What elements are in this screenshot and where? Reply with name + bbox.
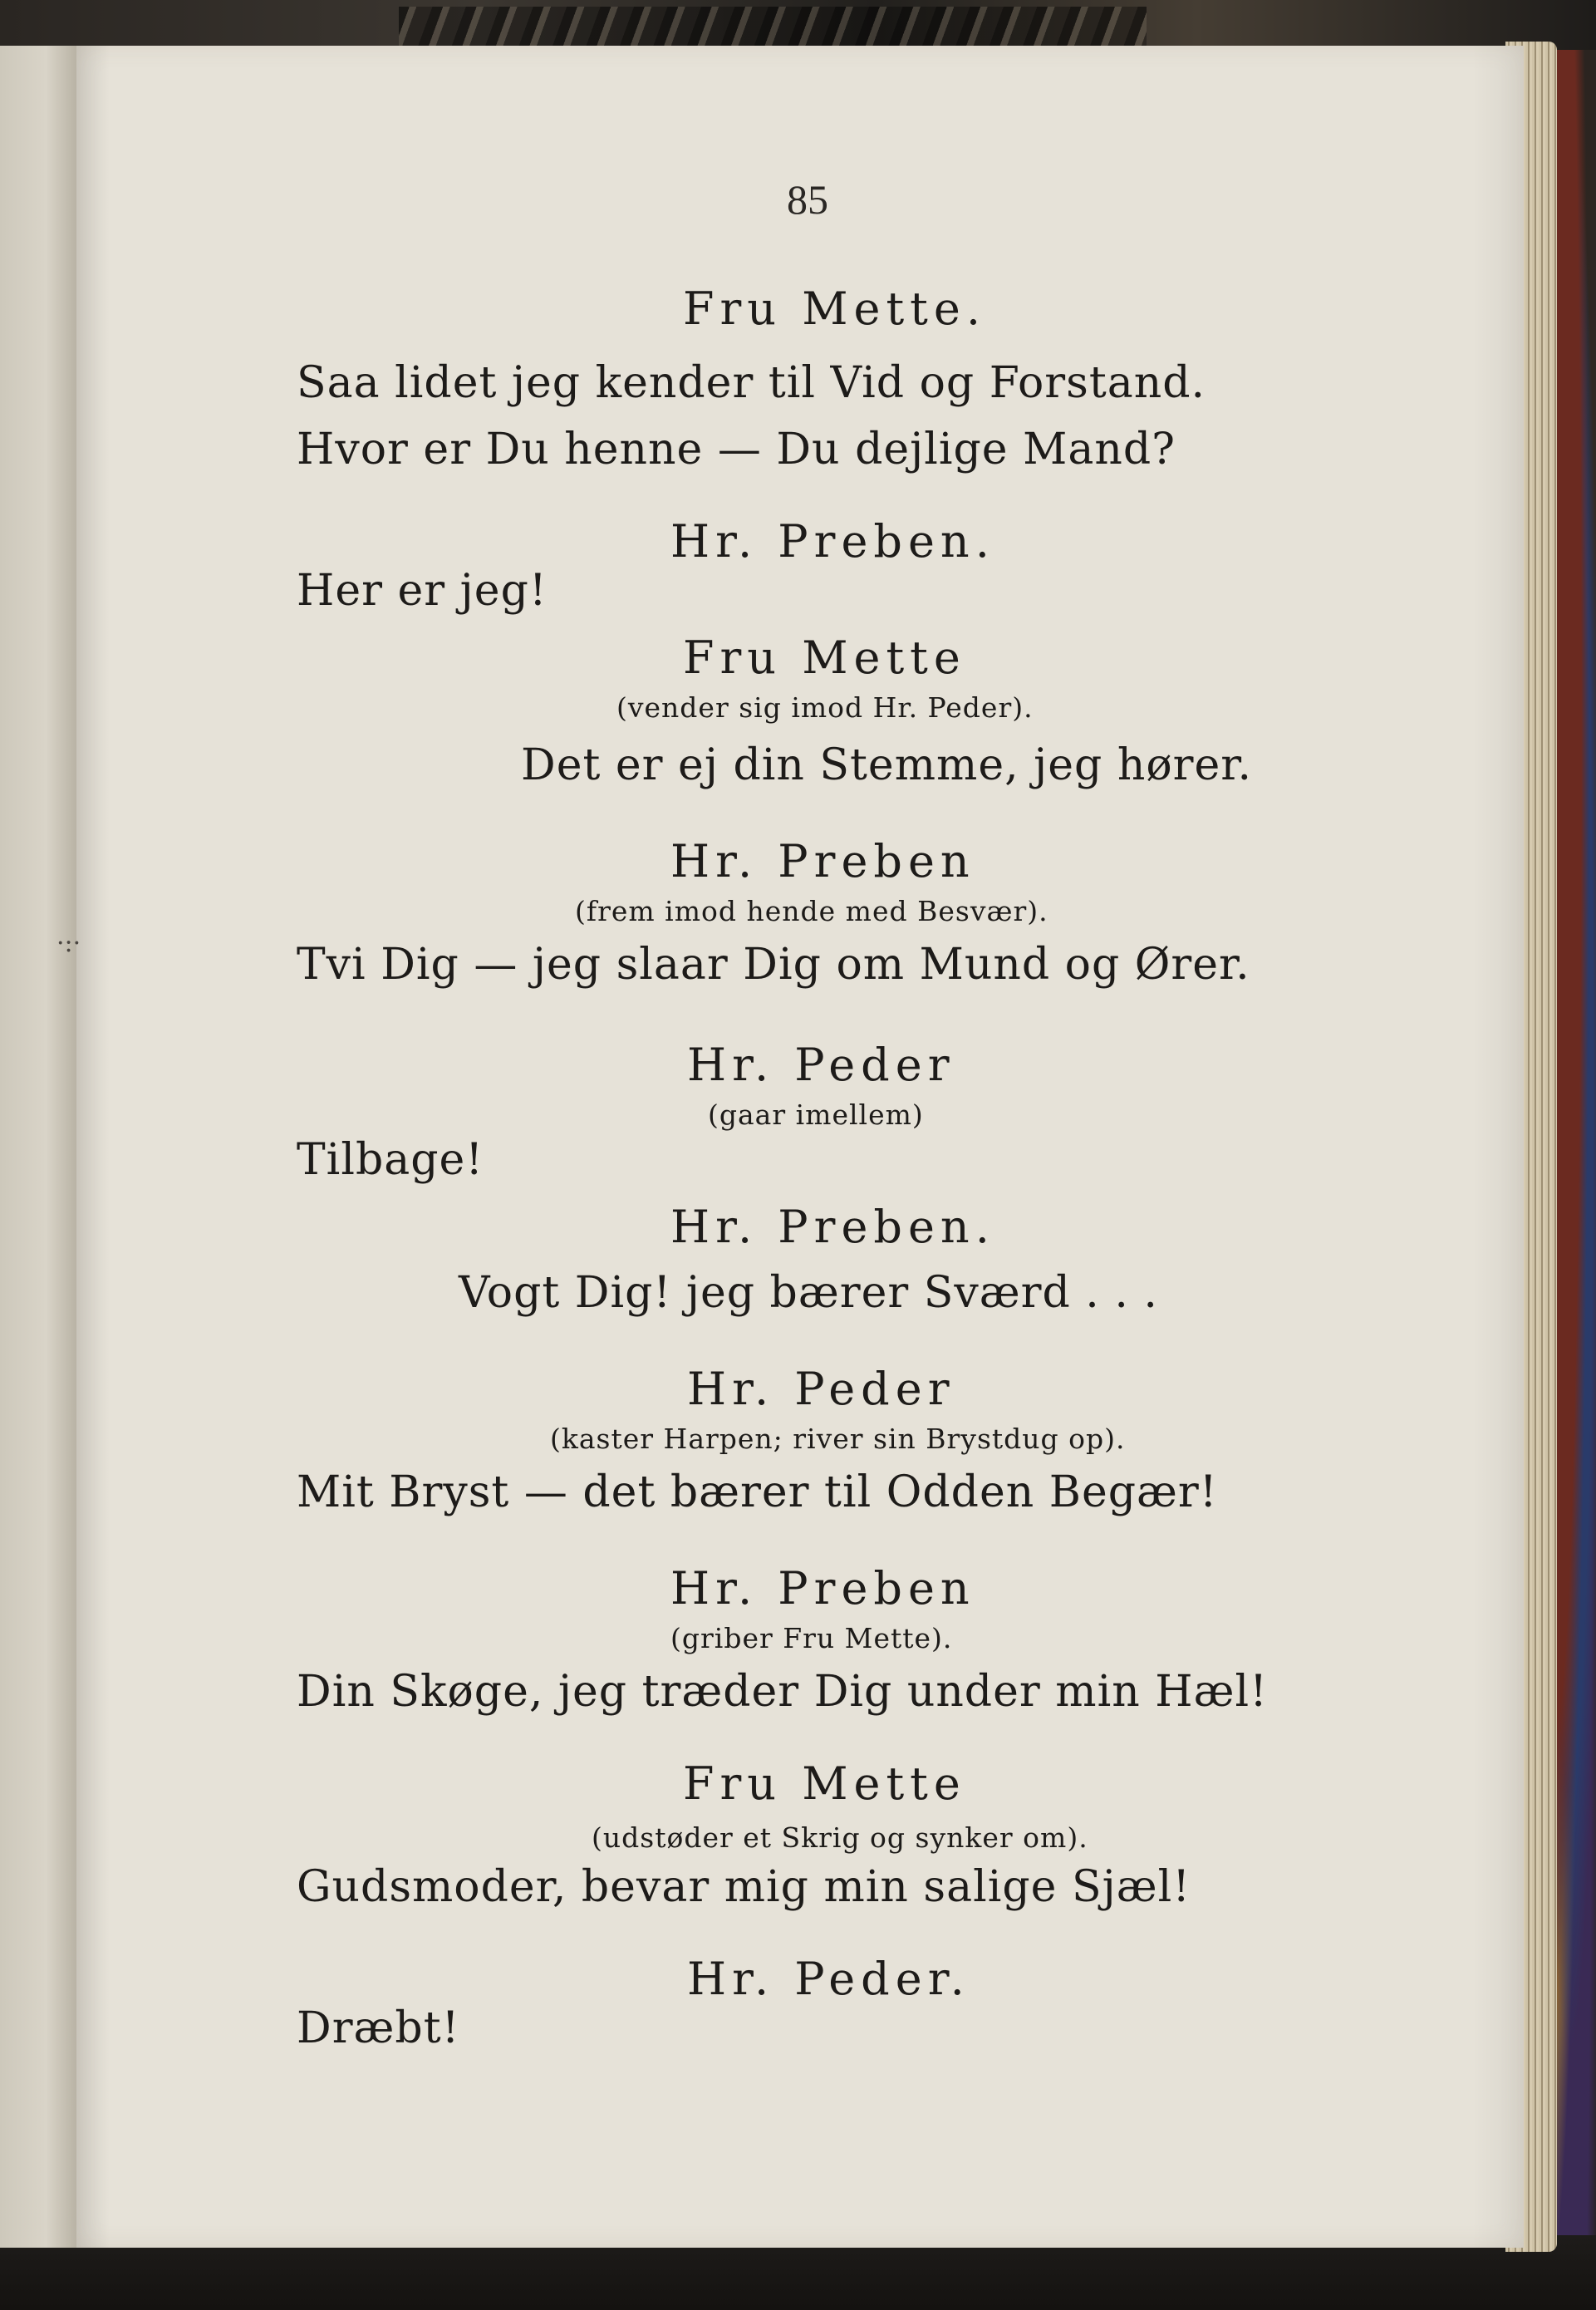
speaker-hr-preben: Hr. Preben. bbox=[670, 515, 995, 568]
verse-line: Gudsmoder, bevar mig min salige Sjæl! bbox=[297, 1862, 1191, 1912]
speaker-hr-preben: Hr. Preben bbox=[670, 1562, 975, 1615]
verse-line: Saa lidet jeg kender til Vid og Forstand. bbox=[297, 358, 1206, 408]
stage-direction: (udstøder et Skrig og synker om). bbox=[592, 1821, 1088, 1854]
verse-line: Hvor er Du henne — Du dejlige Mand? bbox=[297, 425, 1176, 474]
speaker-fru-mette: Fru Mette bbox=[683, 1757, 966, 1810]
verse-line: Dræbt! bbox=[297, 2003, 460, 2053]
verse-line: Din Skøge, jeg træder Dig under min Hæl! bbox=[297, 1667, 1268, 1717]
page-number: 85 bbox=[787, 176, 828, 223]
verse-line: Det er ej din Stemme, jeg hører. bbox=[521, 740, 1252, 790]
margin-mark: ·:· bbox=[56, 929, 81, 958]
verse-line: Her er jeg! bbox=[297, 566, 548, 616]
verse-line: Tvi Dig — jeg slaar Dig om Mund og Ører. bbox=[297, 940, 1250, 990]
speaker-hr-preben: Hr. Preben. bbox=[670, 1201, 995, 1253]
verse-line: Mit Bryst — det bærer til Odden Begær! bbox=[297, 1467, 1218, 1517]
stage-direction: (gaar imellem) bbox=[708, 1098, 924, 1131]
speaker-fru-mette: Fru Mette. bbox=[683, 283, 986, 335]
speaker-hr-peder: Hr. Peder. bbox=[687, 1953, 970, 2005]
speaker-hr-preben: Hr. Preben bbox=[670, 835, 975, 887]
verse-line: Tilbage! bbox=[297, 1135, 484, 1185]
stage-direction: (griber Fru Mette). bbox=[670, 1622, 953, 1654]
speaker-hr-peder: Hr. Peder bbox=[687, 1039, 955, 1091]
facing-page-edge bbox=[0, 46, 76, 2248]
book-page bbox=[76, 46, 1524, 2248]
speaker-fru-mette: Fru Mette bbox=[683, 632, 966, 684]
stage-direction: (kaster Harpen; river sin Brystdug op). bbox=[550, 1423, 1126, 1455]
stage-direction: (vender sig imod Hr. Peder). bbox=[616, 691, 1034, 724]
speaker-hr-peder: Hr. Peder bbox=[687, 1363, 955, 1415]
verse-line: Vogt Dig! jeg bærer Sværd . . . bbox=[459, 1268, 1158, 1318]
stage-direction: (frem imod hende med Besvær). bbox=[575, 895, 1048, 927]
